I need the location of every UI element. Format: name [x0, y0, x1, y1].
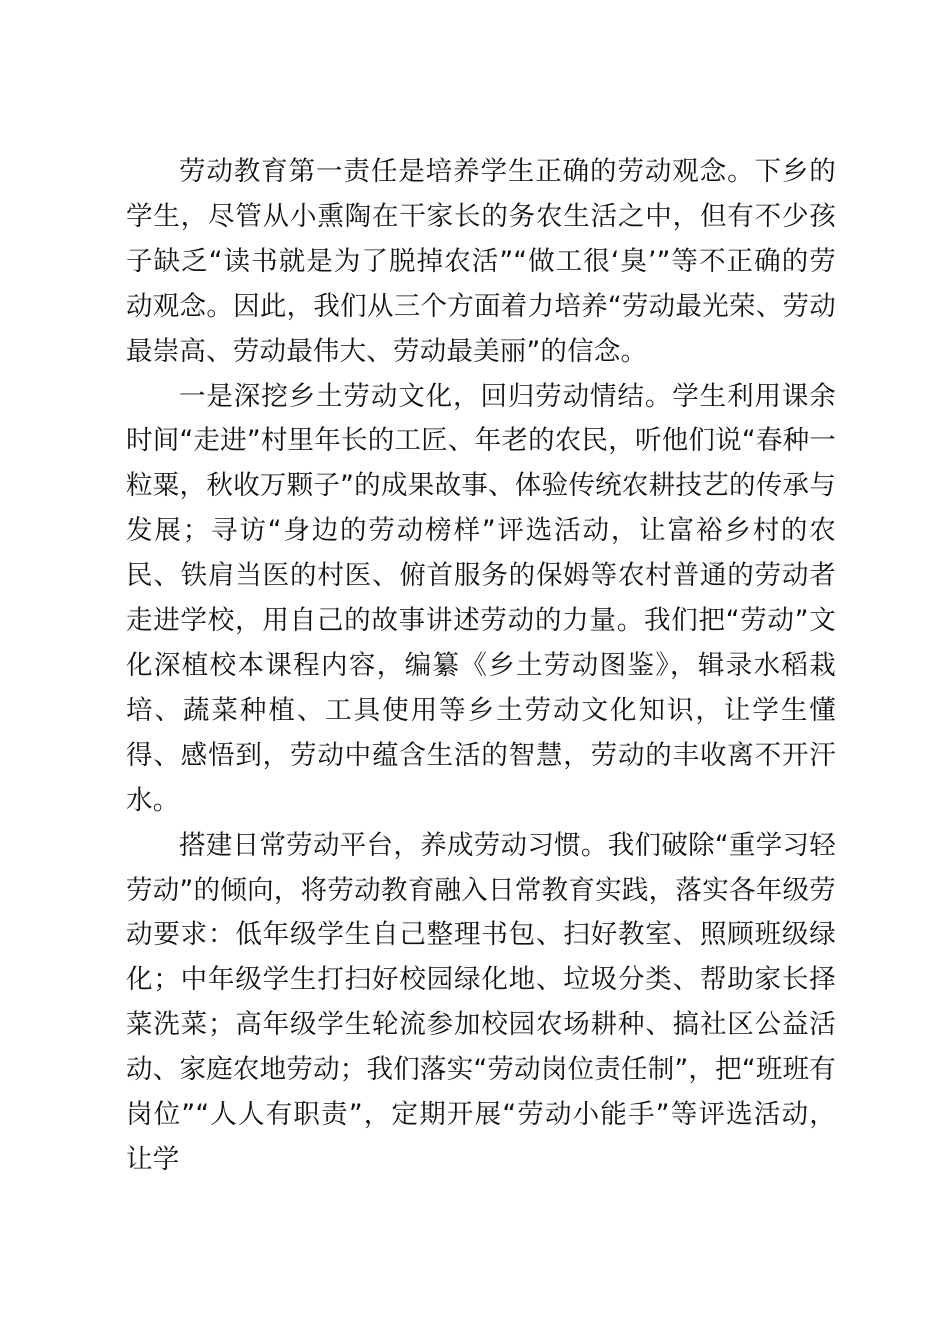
body-text — [126, 150, 836, 1183]
paragraph-1: 劳动教育第一责任是培养学生正确的劳动观念。下乡的学生，尽管从小熏陶在干家长的务农生活之中，但有不少孩子缺乏“读书就是为了脱掉农活”“做工很‘臭’”等不正确的劳动观念。因此，我们从三个方面着力培养“劳动最光荣、劳动最崇高、劳动最伟大、劳动最美丽”的信念。 — [126, 156, 836, 367]
paragraph-3: 搭建日常劳动平台，养成劳动习惯。我们破除“重学习轻劳动”的倾向，将劳动教育融入日常教育实践，落实各年级劳动要求：低年级学生自己整理书包、扫好教室、照顾班级绿化；中年级学生打扫好校园绿化地、垃圾分类、帮助家长择菜洗菜；高年级学生轮流参加校园农场耕种、搞社区公益活动、家庭农地劳动；我们落实“劳动岗位责任制”，把“班班有岗位”“人人有职责”，定期开展“劳动小能手”等评选活动，让学 — [126, 829, 836, 1175]
paragraph-2: 一是深挖乡土劳动文化，回归劳动情结。学生利用课余时间“走进”村里年长的工匠、年老的农民，听他们说“春种一粒粟，秋收万颗子”的成果故事、体验传统农耕技艺的传承与发展；寻访“身边的劳动榜样”评选活动，让富裕乡村的农民、铁肩当医的村医、俯首服务的保姆等农村普通的劳动者走进学校，用自己的故事讲述劳动的力量。我们把“劳动”文化深植校本课程内容，编纂《乡土劳动图鉴》，辑录水稻栽培、蔬菜种植、工具使用等乡土劳动文化知识，让学生懂得、感悟到，劳动中蕴含生活的智慧，劳动的丰收离不开汗水。 — [126, 380, 836, 816]
